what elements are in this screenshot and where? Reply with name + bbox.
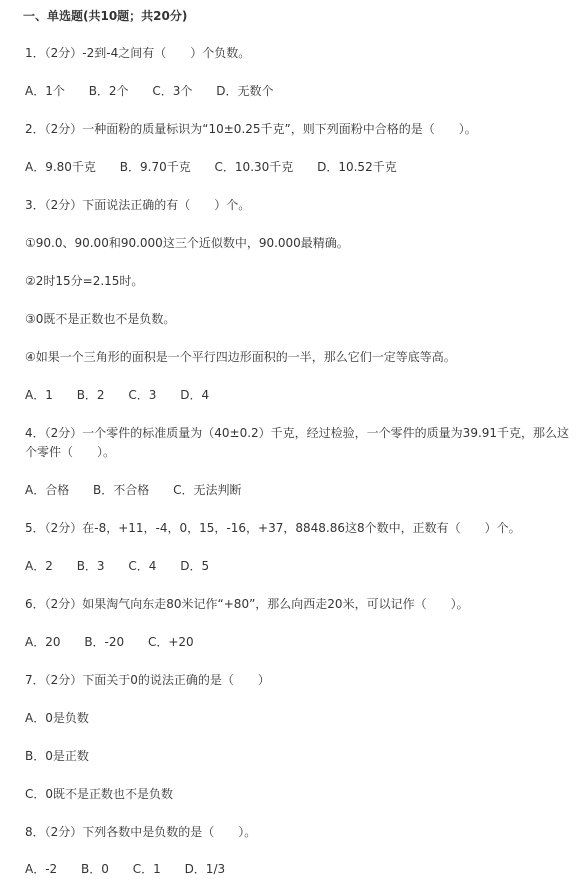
- question-6-options: [25, 634, 194, 650]
- option-b: B．3: [76, 559, 105, 573]
- option-b: B．0: [81, 862, 109, 876]
- option-c: C．1: [132, 862, 161, 876]
- question-1-options: [25, 83, 273, 99]
- question-2-stem: 2．（2分）一种面粉的质量标识为“10±0.25千克”，则下列面粉中合格的是（ ）。: [25, 122, 477, 136]
- question-5-options: [25, 558, 209, 574]
- question-4-stem: 4．（2分）一个零件的标准质量为（40±0.2）千克，经过检验，一个零件的质量为39.91千克，那么这个零件（ ）。: [25, 426, 570, 459]
- question-3-statement-3: ③0既不是正数也不是负数。: [25, 312, 176, 326]
- option-a: A．9.80千克: [25, 160, 96, 174]
- option-b: B．-20: [84, 635, 125, 649]
- question-2-options: [25, 159, 397, 175]
- question-1-stem: 1．（2分）-2到-4之间有（ ）个负数。: [25, 46, 251, 60]
- option-d: D．1/3: [184, 862, 226, 876]
- question-5-stem: 5．（2分）在-8，+11，-4，0，15，-16，+37，8848.86这8个数中，正数有（ ）个。: [25, 521, 521, 535]
- question-7-option-a: A．0是负数: [25, 711, 89, 725]
- option-c: C．10.30千克: [214, 160, 294, 174]
- question-4-options: [25, 482, 242, 498]
- option-c: C．无法判断: [173, 483, 242, 497]
- question-3-statement-1: ①90.0、90.00和90.000这三个近似数中，90.000最精确。: [25, 236, 349, 250]
- question-7-stem: 7．（2分）下面关于0的说法正确的是（ ）: [25, 673, 270, 687]
- question-8-options: [25, 861, 225, 877]
- option-b: B．2: [76, 388, 105, 402]
- option-b: B．2个: [88, 84, 129, 98]
- question-3-statement-4: ④如果一个三角形的面积是一个平行四边形面积的一半，那么它们一定等底等高。: [25, 350, 456, 364]
- option-d: D．4: [180, 388, 210, 402]
- option-a: A．1: [25, 388, 53, 402]
- option-a: A．合格: [25, 483, 70, 497]
- question-7-option-c: C．0既不是正数也不是负数: [25, 787, 174, 801]
- option-d: D．无数个: [216, 84, 274, 98]
- option-c: C．+20: [147, 635, 194, 649]
- option-a: A．2: [25, 559, 53, 573]
- option-a: A．20: [25, 635, 61, 649]
- option-d: D．10.52千克: [317, 160, 397, 174]
- question-7-option-b: B．0是正数: [25, 749, 89, 763]
- option-a: A．-2: [25, 862, 58, 876]
- option-c: C．3个: [152, 84, 193, 98]
- question-3-stem: 3．（2分）下面说法正确的有（ ）个。: [25, 198, 251, 212]
- question-3-statement-2: ②2时15分=2.15时。: [25, 274, 144, 288]
- option-b: B．9.70千克: [119, 160, 191, 174]
- section-title: 一、单选题(共10题；共20分): [23, 9, 188, 23]
- option-c: C．3: [128, 388, 157, 402]
- option-a: A．1个: [25, 84, 65, 98]
- question-8-stem: 8．（2分）下列各数中是负数的是（ ）。: [25, 825, 257, 839]
- question-3-options: [25, 387, 209, 403]
- question-6-stem: 6．（2分）如果淘气向东走80米记作“+80”，那么向西走20米，可以记作（ ）。: [25, 597, 469, 611]
- option-c: C．4: [128, 559, 157, 573]
- option-d: D．5: [180, 559, 210, 573]
- option-b: B．不合格: [93, 483, 150, 497]
